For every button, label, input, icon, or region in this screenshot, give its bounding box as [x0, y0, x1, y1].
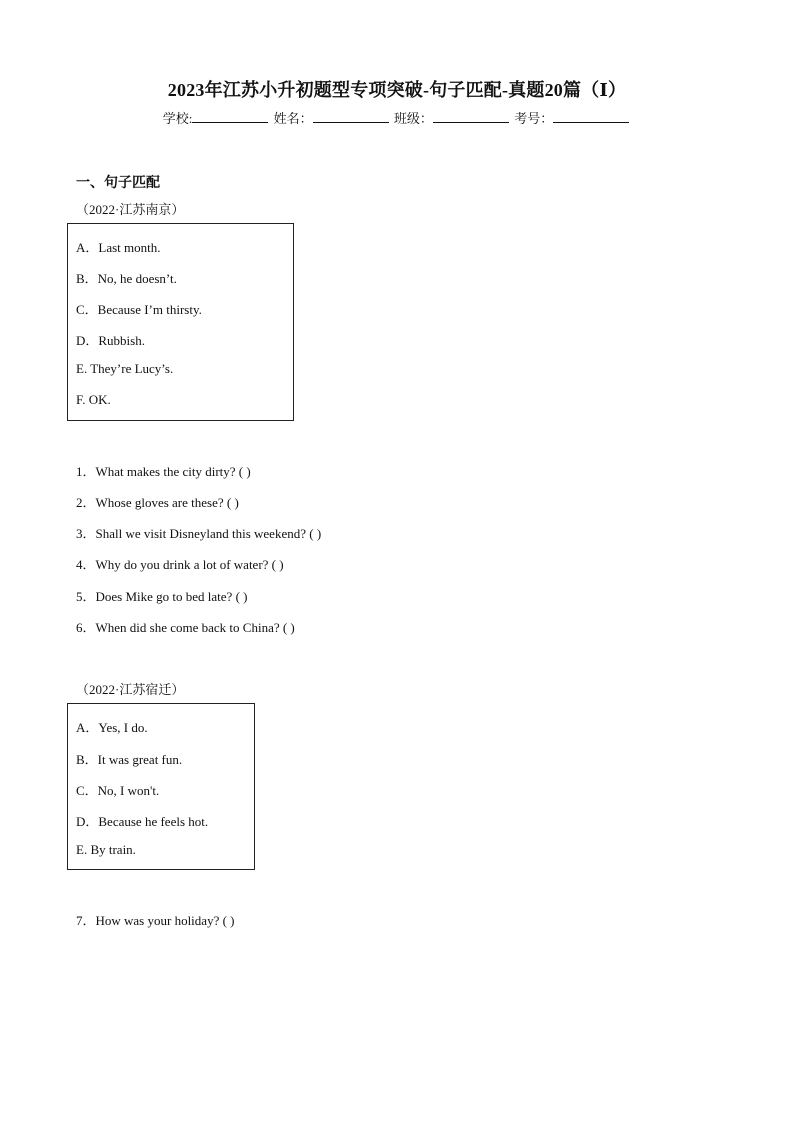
question-item: 6．When did she come back to China? ( ) — [76, 620, 295, 635]
option-item: A．Yes, I do. — [76, 720, 148, 735]
option-item: B．It was great fun. — [76, 752, 183, 767]
option-item: D．Rubbish. — [76, 333, 145, 348]
option-item: E. By train. — [76, 842, 136, 857]
student-info-line — [0, 108, 794, 127]
group1-source: （2022·江苏南京） — [76, 202, 185, 217]
class-label: 班级： — [393, 111, 433, 126]
exam-no-blank — [553, 110, 629, 123]
option-item: C．No, I won't. — [76, 783, 160, 798]
option-item: B．No, he doesn’t. — [76, 271, 177, 286]
question-item: 3．Shall we visit Disneyland this weekend? ( ) — [76, 526, 322, 541]
document-title: 2023年江苏小升初题型专项突破-句子匹配-真题20篇（Ⅰ） — [167, 80, 627, 100]
school-label: 学校: — [162, 111, 193, 126]
group2-source: （2022·江苏宿迁） — [76, 682, 185, 697]
exam-no-label: 考号： — [514, 111, 554, 126]
question-item: 5．Does Mike go to bed late? ( ) — [76, 589, 248, 604]
option-item: D．Because he feels hot. — [76, 814, 209, 829]
name-label: 姓名： — [273, 111, 313, 126]
section-heading: 一、句子匹配 — [76, 176, 160, 191]
option-item: F. OK. — [76, 392, 111, 407]
question-item: 4．Why do you drink a lot of water? ( ) — [76, 557, 284, 572]
school-blank — [192, 110, 268, 123]
option-item: C．Because I’m thirsty. — [76, 302, 202, 317]
option-item: A．Last month. — [76, 240, 161, 255]
group2-options-box — [67, 703, 255, 870]
option-item: E. They’re Lucy’s. — [76, 361, 174, 376]
question-item: 2．Whose gloves are these? ( ) — [76, 495, 239, 510]
class-blank — [433, 110, 509, 123]
question-item: 1．What makes the city dirty? ( ) — [76, 464, 251, 479]
group1-options-box — [67, 223, 294, 421]
name-blank — [313, 110, 389, 123]
question-item: 7．How was your holiday? ( ) — [76, 913, 235, 928]
